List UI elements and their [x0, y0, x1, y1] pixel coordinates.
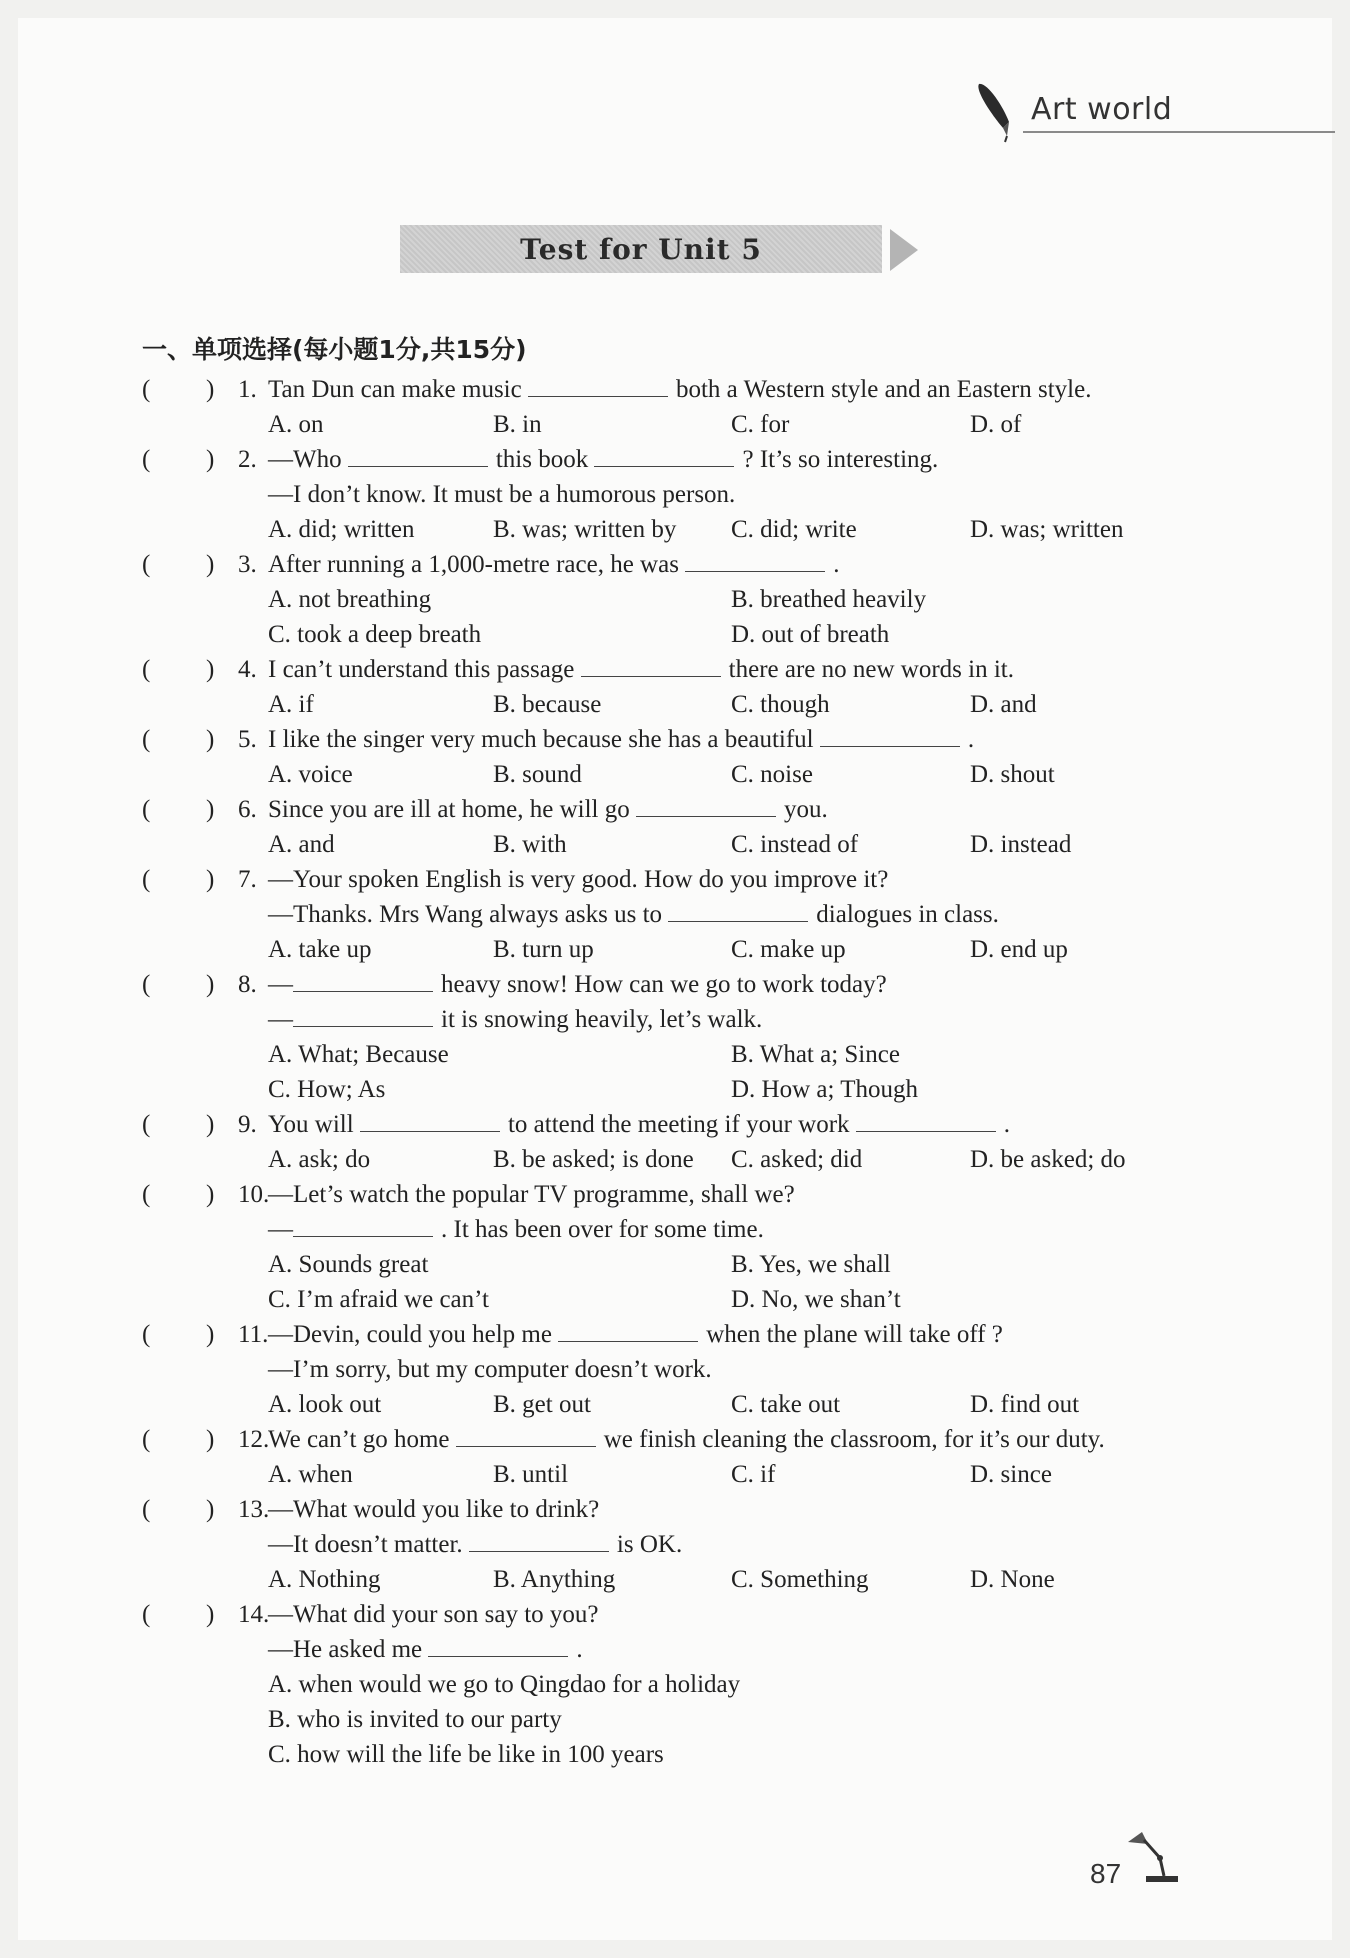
answer-option: C. How; As	[268, 1076, 386, 1103]
answer-option: D. No, we shan’t	[731, 1286, 901, 1313]
test-title: Test for Unit 5	[520, 232, 762, 266]
question-stem-line	[0, 722, 1350, 757]
header-title: Art world	[1031, 92, 1173, 127]
question-stem-line	[0, 1107, 1350, 1142]
question-text	[268, 372, 1091, 407]
answer-option: B. be asked; is done	[493, 1146, 694, 1173]
answer-paren-left: (	[142, 1496, 151, 1523]
question-stem-line	[0, 792, 1350, 827]
question-item	[0, 1492, 1350, 1597]
question-number: 9.	[238, 1111, 257, 1138]
question-text	[268, 862, 888, 897]
header-rule	[1023, 131, 1335, 133]
answer-option: D. shout	[970, 761, 1055, 788]
answer-option: C. though	[731, 691, 830, 718]
question-text-segment: to attend the meeting if your work	[507, 1111, 856, 1138]
answer-blank	[594, 442, 734, 467]
question-text	[268, 547, 839, 582]
question-number: 8.	[238, 971, 257, 998]
option-row	[0, 687, 1350, 722]
option-row	[0, 1142, 1350, 1177]
question-number: 12.	[238, 1426, 270, 1453]
answer-option: A. look out	[268, 1391, 382, 1418]
question-stem-line	[0, 1177, 1350, 1212]
question-text	[268, 897, 999, 932]
answer-paren-right: )	[206, 726, 215, 753]
question-text-segment: I like the singer very much because she has a beautiful	[268, 726, 820, 753]
question-text	[268, 477, 735, 512]
question-text-segment: Tan Dun can make music	[268, 376, 528, 403]
question-text	[268, 1422, 1105, 1457]
answer-option: A. did; written	[268, 516, 415, 543]
answer-paren-left: (	[142, 971, 151, 998]
answer-paren-right: )	[206, 1181, 215, 1208]
answer-option: B. in	[493, 411, 542, 438]
question-number: 2.	[238, 446, 257, 473]
question-number: 1.	[238, 376, 257, 403]
answer-blank	[685, 547, 825, 572]
test-title-banner	[400, 225, 882, 273]
question-stem-line	[0, 1422, 1350, 1457]
answer-option: B. who is invited to our party	[268, 1706, 562, 1733]
question-item	[0, 1177, 1350, 1317]
question-text-segment: We can’t go home	[268, 1426, 456, 1453]
option-row	[0, 1037, 1350, 1072]
question-item	[0, 1422, 1350, 1492]
answer-option: B. breathed heavily	[731, 586, 927, 613]
answer-blank	[528, 372, 668, 397]
answer-option: B. Anything	[493, 1566, 616, 1593]
question-stem-line	[0, 1212, 1350, 1247]
question-item	[0, 792, 1350, 862]
question-item	[0, 652, 1350, 722]
answer-option: A. on	[268, 411, 324, 438]
question-stem-line	[0, 897, 1350, 932]
question-item	[0, 547, 1350, 652]
answer-option: A. take up	[268, 936, 372, 963]
question-stem-line	[0, 442, 1350, 477]
answer-option: C. take out	[731, 1391, 841, 1418]
answer-option: A. What; Because	[268, 1041, 449, 1068]
answer-option: C. how will the life be like in 100 years	[268, 1741, 664, 1768]
question-text	[268, 1632, 583, 1667]
page-number: 87	[1090, 1858, 1122, 1889]
answer-option: C. instead of	[731, 831, 859, 858]
question-stem-line	[0, 1002, 1350, 1037]
answer-paren-right: )	[206, 1496, 215, 1523]
question-text	[268, 792, 828, 827]
answer-option: C. noise	[731, 761, 813, 788]
question-text-segment: I can’t understand this passage	[268, 656, 581, 683]
answer-option: A. and	[268, 831, 335, 858]
option-row	[0, 1562, 1350, 1597]
question-text-segment: ? It’s so interesting.	[742, 446, 939, 473]
section-title: 一、单项选择(每小题1分,共15分)	[142, 335, 527, 364]
question-text	[268, 1352, 712, 1387]
answer-option: D. of	[970, 411, 1022, 438]
question-text-segment: .	[967, 726, 975, 753]
question-item	[0, 372, 1350, 442]
answer-blank	[348, 442, 488, 467]
answer-option: B. Yes, we shall	[731, 1251, 891, 1278]
answer-paren-right: )	[206, 866, 215, 893]
option-row	[0, 757, 1350, 792]
answer-option: A. when	[268, 1461, 353, 1488]
question-text-segment: —Devin, could you help me	[268, 1321, 559, 1348]
question-item	[0, 1597, 1350, 1772]
question-stem-line	[0, 547, 1350, 582]
question-text-segment: After running a 1,000-metre race, he was	[268, 551, 686, 578]
answer-option: A. voice	[268, 761, 353, 788]
answer-option: C. Something	[731, 1566, 869, 1593]
question-number: 4.	[238, 656, 257, 683]
answer-paren-right: )	[206, 1601, 215, 1628]
option-row	[0, 1457, 1350, 1492]
answer-option: D. How a; Though	[731, 1076, 919, 1103]
question-text-segment: when the plane will take off ?	[706, 1321, 1003, 1348]
desk-lamp-icon	[1124, 1828, 1180, 1884]
answer-paren-left: (	[142, 796, 151, 823]
question-text-segment: You will	[268, 1111, 360, 1138]
question-stem-line	[0, 652, 1350, 687]
question-text	[268, 652, 1014, 687]
question-item	[0, 442, 1350, 547]
question-stem-line	[0, 1317, 1350, 1352]
answer-blank	[293, 1212, 433, 1237]
question-item	[0, 1107, 1350, 1177]
answer-blank	[856, 1107, 996, 1132]
question-text	[268, 1317, 1003, 1352]
answer-paren-right: )	[206, 1426, 215, 1453]
answer-option: D. be asked; do	[970, 1146, 1126, 1173]
question-text-segment: dialogues in class.	[816, 901, 999, 928]
question-stem-line	[0, 1352, 1350, 1387]
answer-option: D. find out	[970, 1391, 1080, 1418]
question-stem-line	[0, 477, 1350, 512]
answer-blank	[581, 652, 721, 677]
answer-option: D. was; written	[970, 516, 1124, 543]
question-stem-line	[0, 372, 1350, 407]
answer-option: D. and	[970, 691, 1037, 718]
question-text-segment: we finish cleaning the classroom, for it’s our duty.	[603, 1426, 1105, 1453]
title-arrow-icon	[890, 229, 918, 271]
answer-paren-left: (	[142, 376, 151, 403]
option-row	[0, 1702, 1350, 1737]
question-text-segment: —It doesn’t matter.	[268, 1531, 469, 1558]
option-row	[0, 617, 1350, 652]
answer-blank	[293, 1002, 433, 1027]
answer-blank	[668, 897, 808, 922]
question-item	[0, 862, 1350, 967]
question-text	[268, 1107, 1010, 1142]
question-text-segment: —What would you like to drink?	[268, 1496, 600, 1523]
answer-option: A. when would we go to Qingdao for a holiday	[268, 1671, 741, 1698]
answer-option: D. instead	[970, 831, 1072, 858]
question-number: 3.	[238, 551, 257, 578]
question-text-segment: . It has been over for some time.	[441, 1216, 764, 1243]
answer-blank	[636, 792, 776, 817]
answer-paren-right: )	[206, 796, 215, 823]
question-text	[268, 442, 938, 477]
answer-option: C. did; write	[731, 516, 857, 543]
question-text-segment: there are no new words in it.	[728, 656, 1014, 683]
question-list	[0, 372, 1350, 1772]
answer-option: B. turn up	[493, 936, 594, 963]
question-text	[268, 967, 887, 1002]
question-text-segment: —He asked me	[268, 1636, 429, 1663]
question-text-segment: both a Western style and an Eastern style.	[675, 376, 1092, 403]
answer-blank	[360, 1107, 500, 1132]
question-text-segment: .	[576, 1636, 583, 1663]
question-text-segment: —I’m sorry, but my computer doesn’t work.	[268, 1356, 712, 1383]
answer-paren-right: )	[206, 971, 215, 998]
answer-paren-left: (	[142, 1426, 151, 1453]
question-stem-line	[0, 1597, 1350, 1632]
answer-option: D. end up	[970, 936, 1068, 963]
answer-option: C. make up	[731, 936, 846, 963]
question-number: 14.	[238, 1601, 270, 1628]
answer-option: C. if	[731, 1461, 776, 1488]
answer-option: A. ask; do	[268, 1146, 371, 1173]
answer-blank	[469, 1527, 609, 1552]
answer-option: B. get out	[493, 1391, 591, 1418]
question-text-segment: it is snowing heavily, let’s walk.	[441, 1006, 763, 1033]
question-text	[268, 1527, 682, 1562]
option-row	[0, 827, 1350, 862]
question-item	[0, 1317, 1350, 1422]
question-text-segment: heavy snow! How can we go to work today?	[441, 971, 887, 998]
question-number: 11.	[238, 1321, 269, 1348]
question-text-segment: Since you are ill at home, he will go	[268, 796, 636, 823]
question-text-segment: .	[833, 551, 840, 578]
question-stem-line	[0, 1632, 1350, 1667]
answer-option: A. Sounds great	[268, 1251, 429, 1278]
question-text-segment: —Who	[268, 446, 348, 473]
answer-paren-left: (	[142, 1111, 151, 1138]
option-row	[0, 512, 1350, 547]
answer-paren-right: )	[206, 1111, 215, 1138]
answer-option: C. asked; did	[731, 1146, 863, 1173]
option-row	[0, 1387, 1350, 1422]
question-text-segment: —	[268, 1006, 293, 1033]
option-row	[0, 932, 1350, 967]
question-number: 10.	[238, 1181, 270, 1208]
answer-option: D. since	[970, 1461, 1052, 1488]
answer-paren-right: )	[206, 376, 215, 403]
question-text-segment: —Thanks. Mrs Wang always asks us to	[268, 901, 669, 928]
question-text	[268, 1597, 599, 1632]
option-row	[0, 1282, 1350, 1317]
question-text-segment: this book	[495, 446, 595, 473]
answer-blank	[558, 1317, 698, 1342]
option-row	[0, 1667, 1350, 1702]
question-number: 6.	[238, 796, 257, 823]
option-row	[0, 1247, 1350, 1282]
option-row	[0, 582, 1350, 617]
question-number: 13.	[238, 1496, 270, 1523]
answer-option: D. out of breath	[731, 621, 890, 648]
pen-icon	[973, 80, 1017, 144]
answer-option: B. with	[493, 831, 567, 858]
question-number: 7.	[238, 866, 257, 893]
question-text-segment: —What did your son say to you?	[268, 1601, 599, 1628]
answer-option: C. took a deep breath	[268, 621, 482, 648]
option-row	[0, 407, 1350, 442]
question-text-segment: —	[268, 971, 293, 998]
answer-option: B. sound	[493, 761, 582, 788]
question-text-segment: —Let’s watch the popular TV programme, shall we?	[268, 1181, 795, 1208]
question-text-segment: —Your spoken English is very good. How do you improve it?	[268, 866, 889, 893]
question-stem-line	[0, 967, 1350, 1002]
question-text	[268, 1177, 795, 1212]
option-row	[0, 1072, 1350, 1107]
answer-paren-left: (	[142, 1321, 151, 1348]
question-text-segment: .	[1003, 1111, 1011, 1138]
answer-blank	[428, 1632, 568, 1657]
question-text-segment: is OK.	[616, 1531, 683, 1558]
answer-option: B. was; written by	[493, 516, 677, 543]
question-item	[0, 722, 1350, 792]
answer-option: B. until	[493, 1461, 569, 1488]
answer-blank	[293, 967, 433, 992]
answer-paren-right: )	[206, 656, 215, 683]
answer-option: B. What a; Since	[731, 1041, 900, 1068]
answer-option: D. None	[970, 1566, 1055, 1593]
question-stem-line	[0, 1527, 1350, 1562]
answer-blank	[820, 722, 960, 747]
question-text	[268, 722, 974, 757]
question-text	[268, 1212, 764, 1247]
question-text	[268, 1002, 762, 1037]
answer-option: C. I’m afraid we can’t	[268, 1286, 489, 1313]
answer-paren-right: )	[206, 551, 215, 578]
answer-paren-left: (	[142, 446, 151, 473]
answer-paren-left: (	[142, 656, 151, 683]
answer-paren-left: (	[142, 551, 151, 578]
question-text	[268, 1492, 599, 1527]
question-stem-line	[0, 862, 1350, 897]
answer-option: B. because	[493, 691, 602, 718]
question-text-segment: —I don’t know. It must be a humorous person.	[268, 481, 736, 508]
unit-header	[965, 80, 1335, 140]
answer-option: A. not breathing	[268, 586, 432, 613]
answer-blank	[456, 1422, 596, 1447]
answer-option: A. if	[268, 691, 314, 718]
question-number: 5.	[238, 726, 257, 753]
answer-paren-left: (	[142, 866, 151, 893]
question-item	[0, 967, 1350, 1107]
answer-paren-right: )	[206, 1321, 215, 1348]
answer-paren-left: (	[142, 726, 151, 753]
question-text-segment: —	[268, 1216, 293, 1243]
question-stem-line	[0, 1492, 1350, 1527]
answer-paren-right: )	[206, 446, 215, 473]
option-row	[0, 1737, 1350, 1772]
answer-paren-left: (	[142, 1601, 151, 1628]
answer-option: A. Nothing	[268, 1566, 381, 1593]
answer-paren-left: (	[142, 1181, 151, 1208]
answer-option: C. for	[731, 411, 790, 438]
question-text-segment: you.	[783, 796, 828, 823]
